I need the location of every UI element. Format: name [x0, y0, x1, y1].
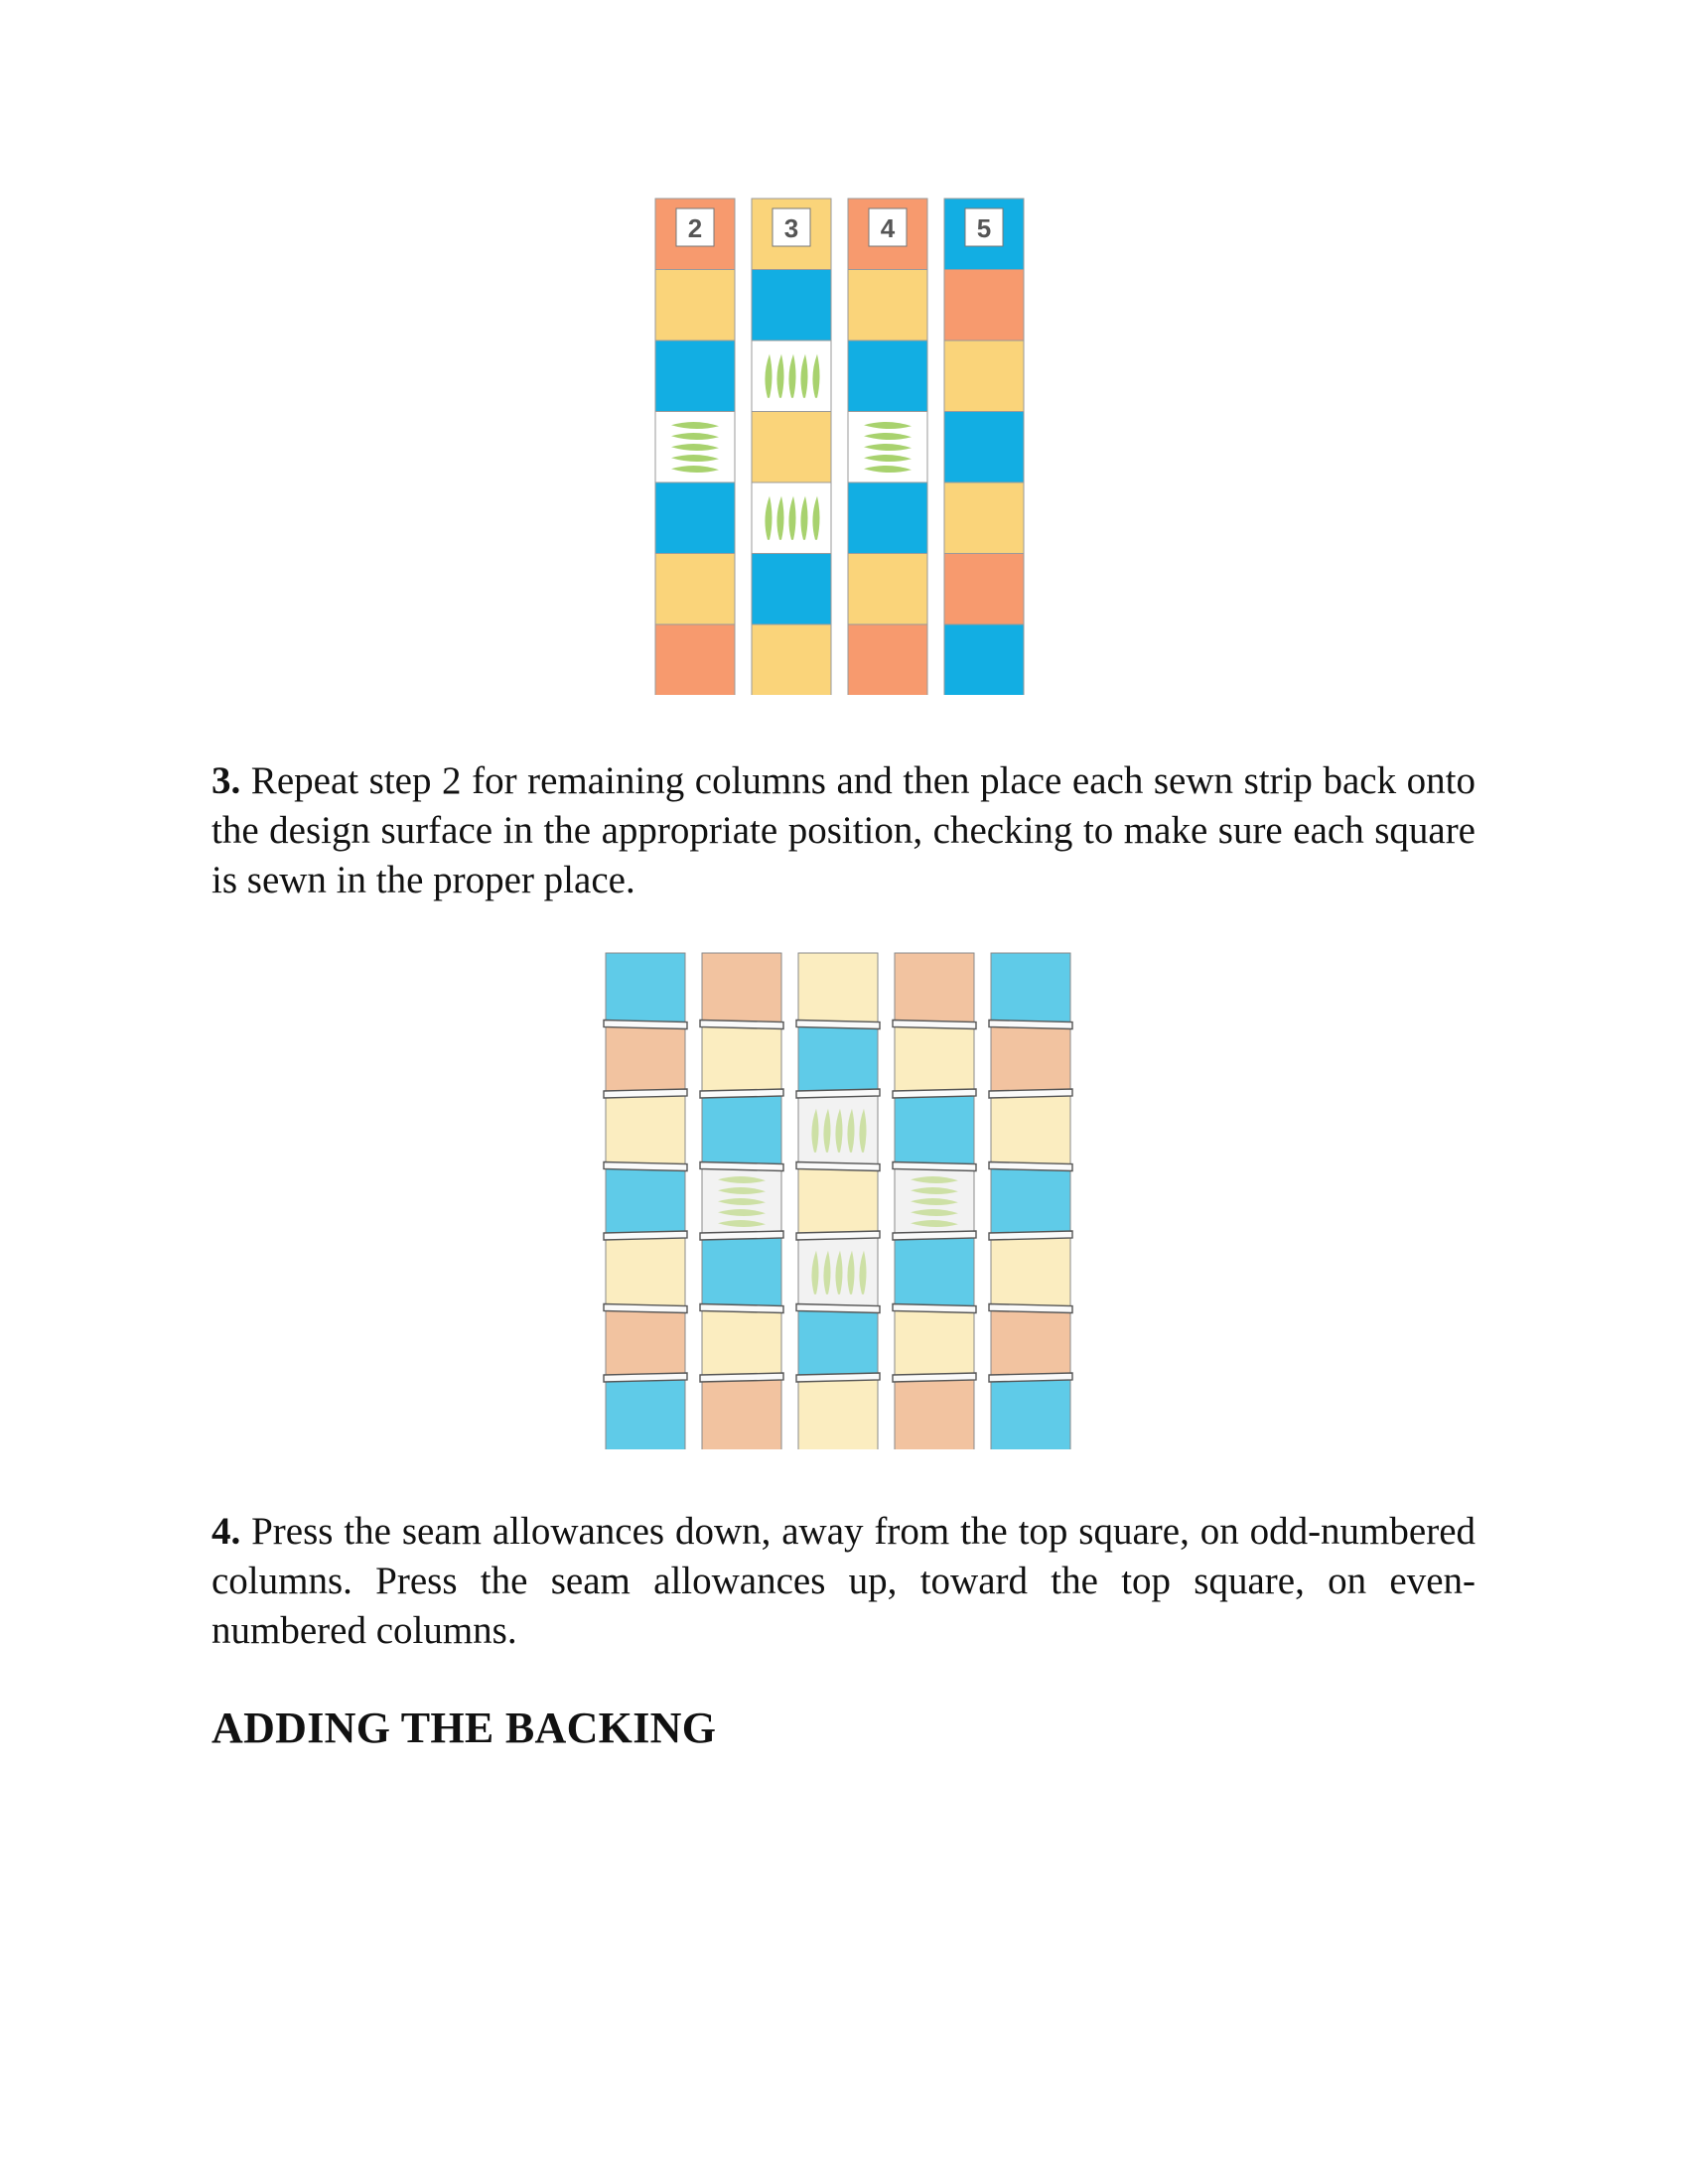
seam-allowance: [989, 1373, 1072, 1382]
quilt-square: [702, 953, 781, 1024]
quilt-square: [606, 1308, 685, 1380]
quilt-square: [895, 1237, 974, 1308]
quilt-column: [752, 199, 831, 695]
seam-allowance: [989, 1304, 1072, 1313]
seam-allowance: [700, 1162, 783, 1171]
column-label: 4: [880, 213, 896, 243]
seam-allowance: [796, 1373, 880, 1382]
seam-allowance: [796, 1304, 880, 1313]
quilt-square: [798, 1379, 878, 1449]
seam-allowance: [604, 1304, 687, 1313]
sewn-strip: [700, 953, 783, 1449]
step-4-number: 4.: [211, 1510, 241, 1553]
quilt-square: [702, 1024, 781, 1096]
seam-allowance: [604, 1373, 687, 1382]
section-heading: ADDING THE BACKING: [211, 1704, 717, 1752]
quilt-square: [991, 1095, 1070, 1166]
sewn-strip: [989, 953, 1072, 1449]
quilt-square: [655, 270, 735, 341]
quilt-square: [606, 1237, 685, 1308]
seam-allowance: [893, 1304, 976, 1313]
quilt-column: [655, 199, 735, 695]
quilt-column: [944, 199, 1024, 695]
column-label: 3: [783, 213, 799, 243]
step-3-number: 3.: [211, 759, 241, 802]
quilt-square: [702, 1095, 781, 1166]
quilt-square: [752, 270, 831, 341]
quilt-square: [606, 1095, 685, 1166]
quilt-square: [606, 1166, 685, 1238]
quilt-square: [944, 341, 1024, 412]
quilt-square: [702, 1237, 781, 1308]
seam-allowance: [604, 1021, 687, 1029]
quilt-square: [895, 1024, 974, 1096]
seam-allowance: [989, 1231, 1072, 1240]
seam-allowance: [989, 1021, 1072, 1029]
column-label: 2: [687, 213, 703, 243]
quilt-square: [944, 412, 1024, 483]
seam-allowance: [604, 1231, 687, 1240]
quilt-square: [848, 624, 927, 695]
seam-allowance: [796, 1021, 880, 1029]
seam-allowance: [700, 1021, 783, 1029]
quilt-square: [944, 624, 1024, 695]
quilt-square: [798, 1166, 878, 1238]
quilt-square: [895, 953, 974, 1024]
quilt-square: [895, 1308, 974, 1380]
seam-allowance: [893, 1231, 976, 1240]
sewn-strips-figure: [601, 948, 1087, 1449]
quilt-column: [848, 199, 927, 695]
seam-allowance: [989, 1162, 1072, 1171]
seam-allowance: [989, 1089, 1072, 1098]
seam-allowance: [700, 1304, 783, 1313]
seam-allowance: [700, 1089, 783, 1098]
quilt-square: [655, 341, 735, 412]
quilt-square: [991, 1237, 1070, 1308]
quilt-square: [606, 1379, 685, 1449]
seam-allowance: [700, 1231, 783, 1240]
step-3-text: Repeat step 2 for remaining columns and then place each sewn strip back onto the design surface in the appropriate position, checking to make sure each square is sewn in the proper place.: [211, 759, 1476, 901]
quilt-square: [798, 1024, 878, 1096]
quilt-square: [752, 554, 831, 625]
quilt-square: [798, 1308, 878, 1380]
quilt-square: [798, 953, 878, 1024]
column-label: 5: [976, 213, 992, 243]
seam-allowance: [604, 1162, 687, 1171]
quilt-square: [752, 412, 831, 483]
quilt-square: [606, 1024, 685, 1096]
seam-allowance: [796, 1231, 880, 1240]
seam-allowance: [796, 1162, 880, 1171]
seam-allowance: [893, 1021, 976, 1029]
seam-allowance: [893, 1373, 976, 1382]
quilt-square: [991, 1024, 1070, 1096]
quilt-square: [991, 1308, 1070, 1380]
quilt-square: [655, 624, 735, 695]
step-4-text: Press the seam allowances down, away from the top square, on odd-numbered columns. Press the seam allowances up, toward the top square, on even-numbered columns.: [211, 1510, 1476, 1652]
seam-allowance: [796, 1089, 880, 1098]
quilt-square: [655, 482, 735, 554]
quilt-square: [702, 1379, 781, 1449]
quilt-square: [655, 554, 735, 625]
quilt-square: [848, 482, 927, 554]
sewn-strip: [604, 953, 687, 1449]
quilt-square: [848, 341, 927, 412]
quilt-square: [895, 1379, 974, 1449]
quilt-square: [848, 554, 927, 625]
step-3-paragraph: [211, 756, 1476, 905]
quilt-square: [848, 270, 927, 341]
quilt-square: [991, 953, 1070, 1024]
quilt-square: [991, 1166, 1070, 1238]
sewn-strip: [893, 953, 976, 1449]
quilt-square: [895, 1095, 974, 1166]
seam-allowance: [700, 1373, 783, 1382]
seam-allowance: [893, 1162, 976, 1171]
quilt-columns-figure: [650, 194, 1038, 695]
quilt-square: [944, 554, 1024, 625]
quilt-square: [944, 482, 1024, 554]
quilt-square: [944, 270, 1024, 341]
seam-allowance: [604, 1089, 687, 1098]
seam-allowance: [893, 1089, 976, 1098]
quilt-square: [991, 1379, 1070, 1449]
quilt-square: [752, 624, 831, 695]
quilt-square: [606, 953, 685, 1024]
sewn-strip: [796, 953, 880, 1449]
step-4-paragraph: [211, 1507, 1476, 1656]
quilt-square: [702, 1308, 781, 1380]
